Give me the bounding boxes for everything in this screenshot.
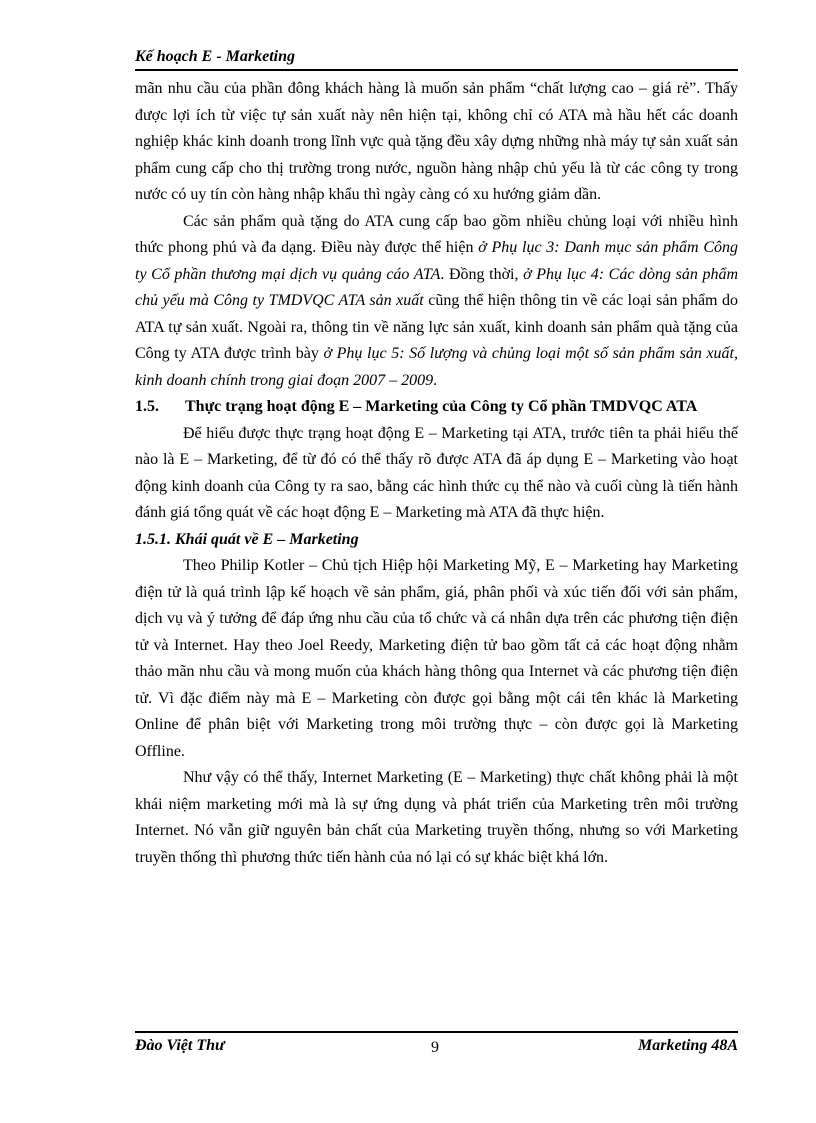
section-title: Thực trạng hoạt động E – Marketing của Công ty Cổ phần TMDVQC ATA: [185, 398, 698, 415]
appendix-5-reference: ở Phụ lục 5: Số lượng và chủng loại một số sản phẩm sản xuất, kinh doanh chính trong giai đoạn 2007 – 2009: [135, 345, 738, 389]
page-footer: [135, 1037, 738, 1059]
paragraph-4: Theo Philip Kotler – Chủ tịch Hiệp hội Marketing Mỹ, E – Marketing hay Marketing điện tử là quá trình lập kế hoạch về sản phẩm, giá, phân phối và xúc tiến đối với sản phẩm, dịch vụ và ý tưởng để đáp ứng nhu cầu của tổ chức và cá nhân dựa trên các phương tiện điện tử và Internet. Hay theo Joel Reedy, Marketing điện tử bao gồm tất cả các hoạt động nhằm thảo mãn nhu cầu và mong muốn của khách hàng thông qua Internet và các phương tiện điện tử. Vì đặc điểm này mà E – Marketing còn được gọi bằng một cái tên khác là Marketing Online để phân biệt với Marketing trong môi trường thực – còn được gọi là Marketing Offline.: [135, 557, 738, 760]
paragraph-5: Như vậy có thể thấy, Internet Marketing (E – Marketing) thực chất không phải là một khái niệm marketing mới mà là sự ứng dụng và phát triển của Marketing trên môi trường Internet. Nó vẫn giữ nguyên bản chất của Marketing truyền thống, nhưng so với Marketing truyền thống thì phương thức tiến hành của nó lại có sự khác biệt khá lớn.: [135, 769, 738, 866]
appendix-3-reference: ở Phụ lục 3: Danh mục sản phẩm Công ty Cổ phần thương mại dịch vụ quảng cáo ATA: [135, 239, 738, 283]
header-title: Kế hoạch E - Marketing: [135, 48, 296, 65]
paragraph-3: Để hiểu được thực trạng hoạt động E – Marketing tại ATA, trước tiên ta phải hiểu thế nào là E – Marketing, để từ đó có thể thấy rõ được ATA đã áp dụng E – Marketing vào hoạt động kinh doanh của Công ty ra sao, bằng các hình thức cụ thể nào và cuối cùng là tiến hành đánh giá tổng quát về các hoạt động E – Marketing mà ATA đã thực hiện.: [135, 424, 738, 521]
section-heading: [135, 394, 738, 421]
paragraph-2-text-e: cũng thể hiện thông tin về các loại sản phẩm do ATA tự sản xuất. Ngoài ra, thông tin về năng lực sản xuất, kinh doanh sản phẩm quà tặng của Công ty ATA được trình bày: [135, 292, 739, 362]
page-number: 9: [431, 1039, 439, 1056]
section-number: 1.5.: [135, 398, 159, 415]
paragraph-2: [135, 209, 738, 395]
paragraph-2-text-a: Các sản phẩm quà tặng do ATA cung cấp bao gồm nhiều chủng loại với nhiều hình thức phong phú và đa dạng. Điều này được thể hiện: [135, 212, 738, 256]
header-divider: [135, 69, 738, 71]
paragraph-2-text-g: .: [433, 371, 438, 389]
footer-author: Đào Việt Thư: [135, 1037, 225, 1054]
appendix-4-reference: ở Phụ lục 4: Các dòng sản phẩm chủ yếu mà Công ty TMDVQC ATA sản xuất: [135, 265, 738, 309]
document-body: [135, 76, 738, 871]
paragraph-1: mãn nhu cầu của phần đông khách hàng là muốn sản phẩm “chất lượng cao – giá rẻ”. Thấy được lợi ích từ việc tự sản xuất này nên hiện tại, không chỉ có ATA mà hầu hết các doanh nghiệp khác kinh doanh trong lĩnh vực quà tặng đều xây dựng những nhà máy tự sản xuất sản phẩm cung cấp cho thị trường trong nước, nguồn hàng nhập chủ yếu là từ các công ty trong nước có uy tín còn hàng nhập khẩu thì ngày càng có xu hướng giảm dần.: [135, 80, 738, 203]
footer-class: Marketing 48A: [637, 1037, 738, 1054]
footer-divider: [135, 1031, 738, 1033]
subsection-heading: 1.5.1. Khái quát về E – Marketing: [135, 530, 359, 548]
paragraph-2-text-c: . Đồng thời,: [440, 265, 524, 283]
